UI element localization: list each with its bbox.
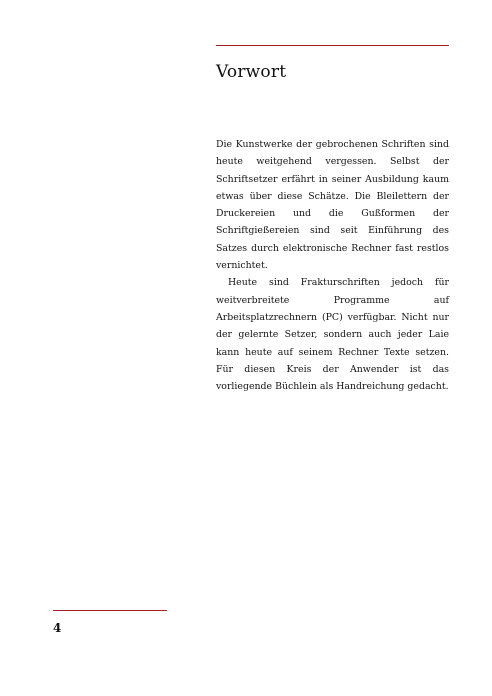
body-text [216, 136, 449, 395]
header-rule [216, 45, 449, 46]
paragraph-1: Die Kunstwerke der gebrochenen Schriften sind heute weitgehend vergessen. Selbst der Schriftsetzer erfährt in seiner Ausbildung kaum etwas über diese Schätze. Die Bleilettern der Druckereien und die Gußformen der Schriftgießereien sind seit Einführung des Satzes durch elektronische Rechner fast restlos vernichtet. [216, 139, 449, 272]
page-number: 4 [53, 621, 62, 635]
paragraph-2: Heute sind Frakturschriften jedoch für weitverbreitete Programme auf Arbeitsplatzrechnern (PC) verfügbar. Nicht nur der gelernte Setzer, sondern auch jeder Laie kann heute auf seinem Rechner Texte setzen. Für diesen Kreis der Anwender ist das vorliegende Büchlein als Handreichung gedacht. [216, 277, 449, 393]
chapter-heading: Vorwort [216, 62, 287, 82]
footer-rule [53, 610, 167, 611]
